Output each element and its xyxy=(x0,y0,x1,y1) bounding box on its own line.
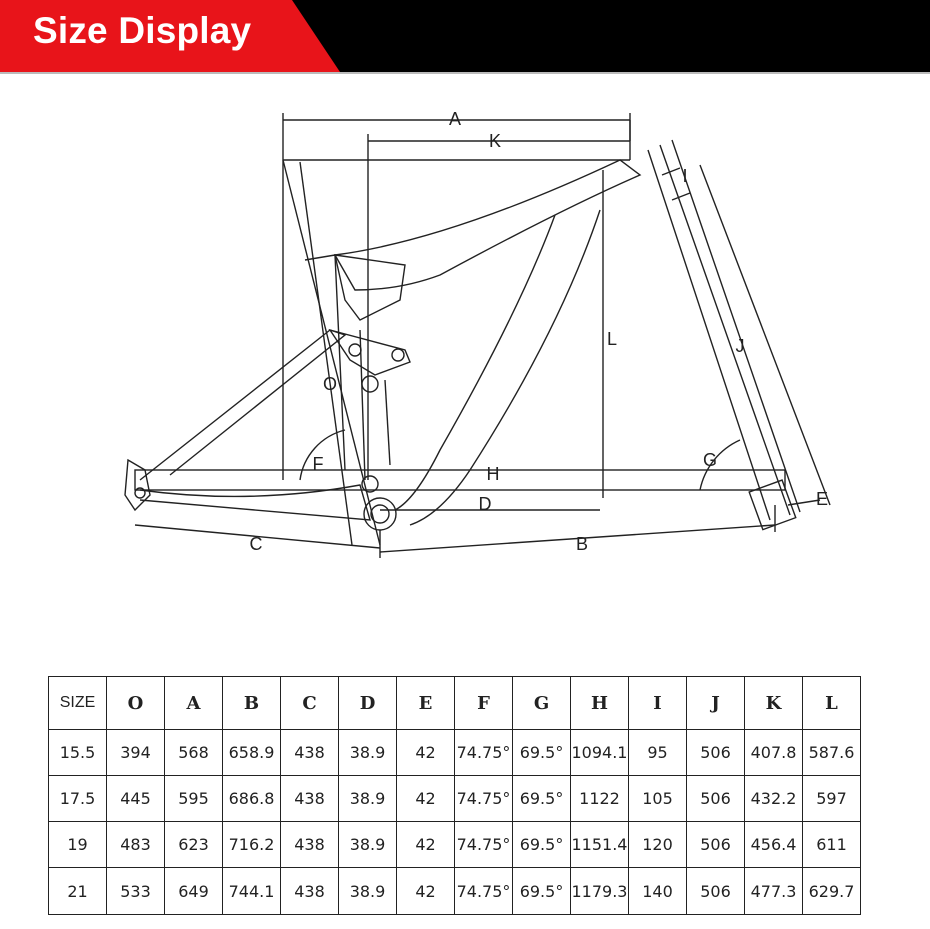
table-cell: 42 xyxy=(397,868,455,915)
table-cell: 1179.3 xyxy=(571,868,629,915)
label-b: B xyxy=(575,534,589,554)
table-cell: 17.5 xyxy=(49,776,107,822)
table-cell: 15.5 xyxy=(49,730,107,776)
table-cell: 649 xyxy=(165,868,223,915)
header-divider xyxy=(0,72,930,74)
table-cell: 38.9 xyxy=(339,868,397,915)
table-cell: 506 xyxy=(687,868,745,915)
table-cell: 69.5° xyxy=(513,868,571,915)
table-cell: 69.5° xyxy=(513,776,571,822)
label-k: K xyxy=(488,131,502,151)
table-cell: 568 xyxy=(165,730,223,776)
table-cell: 74.75° xyxy=(455,868,513,915)
table-cell: 95 xyxy=(629,730,687,776)
table-cell: 42 xyxy=(397,730,455,776)
header-g: G xyxy=(513,677,571,730)
label-f: F xyxy=(312,454,324,474)
table-row xyxy=(49,822,861,868)
table-cell: 533 xyxy=(107,868,165,915)
label-c: C xyxy=(249,534,263,554)
table-cell: 432.2 xyxy=(745,776,803,822)
label-j: J xyxy=(735,336,745,356)
page-title: Size Display xyxy=(33,10,252,51)
label-i: I xyxy=(682,166,688,186)
table-cell: 744.1 xyxy=(223,868,281,915)
header-l: L xyxy=(803,677,861,730)
size-table xyxy=(48,676,861,915)
label-o: O xyxy=(322,374,338,394)
table-cell: 1122 xyxy=(571,776,629,822)
label-e: E xyxy=(815,489,829,509)
table-cell: 69.5° xyxy=(513,730,571,776)
table-cell: 19 xyxy=(49,822,107,868)
table-cell: 74.75° xyxy=(455,822,513,868)
header-d: D xyxy=(339,677,397,730)
header-a: A xyxy=(165,677,223,730)
table-cell: 38.9 xyxy=(339,776,397,822)
table-cell: 506 xyxy=(687,822,745,868)
table-cell: 686.8 xyxy=(223,776,281,822)
table-cell: 438 xyxy=(281,822,339,868)
table-cell: 506 xyxy=(687,776,745,822)
table-cell: 438 xyxy=(281,730,339,776)
table-row xyxy=(49,776,861,822)
header-size: SIZE xyxy=(49,677,107,730)
dim-h-box xyxy=(135,470,785,490)
table-cell: 595 xyxy=(165,776,223,822)
table-cell: 506 xyxy=(687,730,745,776)
table-cell: 716.2 xyxy=(223,822,281,868)
table-cell: 38.9 xyxy=(339,822,397,868)
table-cell: 105 xyxy=(629,776,687,822)
header-f: F xyxy=(455,677,513,730)
table-cell: 42 xyxy=(397,822,455,868)
table-row xyxy=(49,868,861,915)
table-cell: 597 xyxy=(803,776,861,822)
table-cell: 407.8 xyxy=(745,730,803,776)
table-cell: 445 xyxy=(107,776,165,822)
table-cell: 658.9 xyxy=(223,730,281,776)
table-cell: 629.7 xyxy=(803,868,861,915)
table-cell: 140 xyxy=(629,868,687,915)
table-cell: 74.75° xyxy=(455,730,513,776)
table-cell: 394 xyxy=(107,730,165,776)
header-h: H xyxy=(571,677,629,730)
label-l: L xyxy=(606,329,618,349)
header-i: I xyxy=(629,677,687,730)
header-c: C xyxy=(281,677,339,730)
table-row xyxy=(49,730,861,776)
header-j: J xyxy=(687,677,745,730)
label-h: H xyxy=(486,464,500,484)
header-k: K xyxy=(745,677,803,730)
table-cell: 120 xyxy=(629,822,687,868)
table-cell: 1151.4 xyxy=(571,822,629,868)
table-cell: 74.75° xyxy=(455,776,513,822)
header-b: B xyxy=(223,677,281,730)
table-cell: 483 xyxy=(107,822,165,868)
table-cell: 477.3 xyxy=(745,868,803,915)
label-d: D xyxy=(478,494,492,514)
table-cell: 611 xyxy=(803,822,861,868)
table-cell: 623 xyxy=(165,822,223,868)
frame-geometry-diagram xyxy=(0,80,930,640)
table-cell: 438 xyxy=(281,776,339,822)
label-a: A xyxy=(448,109,462,129)
header-e: E xyxy=(397,677,455,730)
table-cell: 69.5° xyxy=(513,822,571,868)
table-cell: 1094.1 xyxy=(571,730,629,776)
label-g: G xyxy=(702,450,718,470)
table-header-row xyxy=(49,677,861,730)
table-cell: 456.4 xyxy=(745,822,803,868)
header-o: O xyxy=(107,677,165,730)
table-cell: 38.9 xyxy=(339,730,397,776)
table-cell: 42 xyxy=(397,776,455,822)
table-cell: 438 xyxy=(281,868,339,915)
table-cell: 587.6 xyxy=(803,730,861,776)
table-cell: 21 xyxy=(49,868,107,915)
